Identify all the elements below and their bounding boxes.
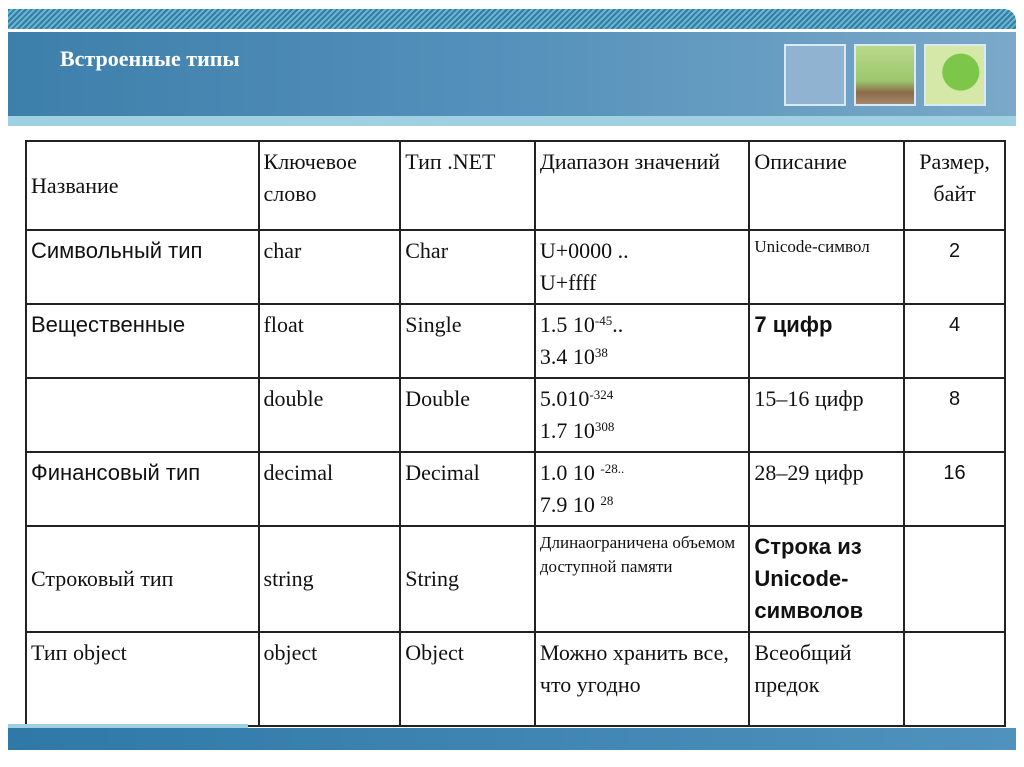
range-base: 3.4 10 — [539, 344, 595, 369]
description-cell: Всеобщий предок — [749, 632, 904, 726]
header-cell: Описание — [749, 141, 904, 230]
range-base: 5.010 — [539, 386, 590, 411]
range-exponent: -28.. — [600, 461, 625, 476]
range-cell — [535, 452, 749, 526]
table-header-row — [26, 141, 1005, 230]
table-row — [26, 452, 1005, 526]
size-cell: 4 — [904, 304, 1005, 378]
net-type-cell: String — [400, 526, 535, 632]
footer-bar — [8, 728, 1016, 750]
range-cell — [535, 304, 749, 378]
header-cell: Тип .NET — [400, 141, 535, 230]
header-cell: Название — [26, 141, 259, 230]
size-cell: 2 — [904, 230, 1005, 304]
size-cell — [904, 632, 1005, 726]
header-cell: Диапазон значений — [535, 141, 749, 230]
range-base: 1.5 10 — [539, 312, 595, 337]
description-cell: Unicode-символ — [749, 230, 904, 304]
header-stripe — [8, 9, 1016, 29]
range-line — [540, 341, 744, 373]
range-line — [540, 309, 744, 341]
range-base: U+0000 .. — [539, 238, 629, 263]
range-base: Можно хранить все, что угодно — [539, 640, 729, 697]
slide-title: Встроенные типы — [60, 46, 240, 71]
description-cell: 15–16 цифр — [749, 378, 904, 452]
description-cell: 7 цифр — [749, 304, 904, 378]
range-line — [540, 383, 744, 415]
range-exponent: 38 — [594, 345, 608, 360]
range-exponent: 28 — [600, 493, 614, 508]
range-line — [540, 531, 744, 579]
size-cell: 8 — [904, 378, 1005, 452]
leaf-image — [924, 44, 986, 106]
sprout-image — [854, 44, 916, 106]
name-cell: Тип object — [26, 632, 259, 726]
range-cell — [535, 230, 749, 304]
range-base: 1.0 10 — [539, 460, 601, 485]
keyword-cell: float — [259, 304, 401, 378]
size-cell: 16 — [904, 452, 1005, 526]
table-row — [26, 526, 1005, 632]
size-cell — [904, 526, 1005, 632]
keyword-cell: decimal — [259, 452, 401, 526]
range-exponent: 308 — [594, 419, 615, 434]
description-cell: Строка из Unicode-символов — [749, 526, 904, 632]
net-type-cell: Single — [400, 304, 535, 378]
name-cell: Символьный тип — [26, 230, 259, 304]
name-cell: Вещественные — [26, 304, 259, 378]
name-cell: Строковый тип — [26, 526, 259, 632]
net-type-cell: Char — [400, 230, 535, 304]
range-exponent: -45 — [594, 313, 613, 328]
types-table — [25, 140, 1006, 727]
range-base: 7.9 10 — [539, 492, 601, 517]
keyword-cell: double — [259, 378, 401, 452]
range-cell — [535, 378, 749, 452]
header-cell: Размер, байт — [904, 141, 1005, 230]
net-type-cell: Double — [400, 378, 535, 452]
name-cell — [26, 378, 259, 452]
net-type-cell: Object — [400, 632, 535, 726]
header-cell: Ключевое слово — [259, 141, 401, 230]
range-line — [540, 489, 744, 521]
table-row — [26, 632, 1005, 726]
decor-tile — [784, 44, 846, 106]
range-tail: .. — [612, 312, 624, 337]
range-cell — [535, 526, 749, 632]
name-cell: Финансовый тип — [26, 452, 259, 526]
range-base: 1.7 10 — [539, 418, 595, 443]
description-cell: 28–29 цифр — [749, 452, 904, 526]
range-line — [540, 235, 744, 267]
table-row — [26, 230, 1005, 304]
range-line — [540, 415, 744, 447]
range-line — [540, 267, 744, 299]
range-line — [540, 637, 744, 701]
range-cell — [535, 632, 749, 726]
keyword-cell: string — [259, 526, 401, 632]
range-exponent: -324 — [589, 387, 614, 402]
range-line — [540, 457, 744, 489]
net-type-cell: Decimal — [400, 452, 535, 526]
table-row — [26, 304, 1005, 378]
range-base: U+ffff — [539, 270, 597, 295]
table-row — [26, 378, 1005, 452]
keyword-cell: char — [259, 230, 401, 304]
keyword-cell: object — [259, 632, 401, 726]
range-base: Длинаограничена объемом доступной памяти — [539, 533, 736, 576]
header-band — [8, 116, 1016, 126]
